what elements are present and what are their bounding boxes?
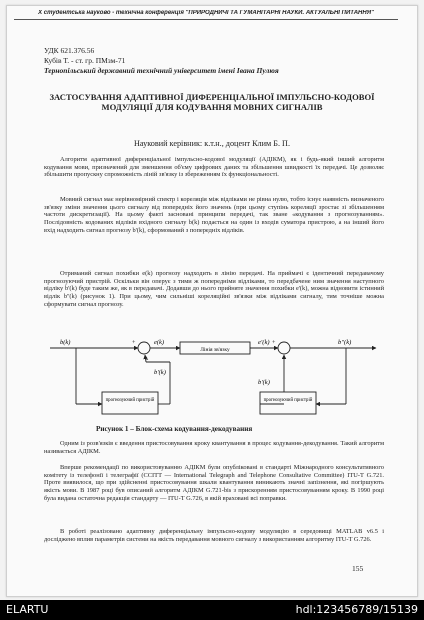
rx-prediction-label: b'(k): [258, 379, 270, 386]
input-signal-label: b(k): [60, 339, 71, 346]
handle-link[interactable]: hdl:123456789/15139: [295, 603, 418, 616]
paragraph-conclusion: В роботі реалізовано адаптивну диференціальну імпульсно-кодову модуляцію в середовищі MATLAB v6.5 і досліджено вплив параметрів системи на якість передавання мовного сигналу з використанням алгоритму ITU-T G.726.: [44, 528, 384, 543]
paragraph-adaptation: Одним із розв'язків є введення пристосовування кроку квантування в процес кодування-декодування. Такий алгоритм називається АДІКМ.: [44, 440, 384, 455]
header-divider: [14, 19, 398, 20]
repository-name: ELARTU: [6, 603, 49, 616]
channel-label: Лінія зв'язку: [200, 347, 230, 353]
received-error-label: e'(k): [258, 339, 270, 346]
tx-predictor-label: прогнозуючий пристрій: [105, 398, 155, 403]
viewer-footer-bar: [0, 600, 424, 620]
udk-code: УДК 621.376.56: [44, 46, 95, 55]
conference-header: Х студентська науково - технічна конференція "ПРИРОДНИЧІ ТА ГУМАНІТАРНІ НАУКИ. АКТУАЛЬНІ ПИТАННЯ": [38, 10, 374, 16]
university-line: Тернопільський державний технічний університет імені Івана Пулюя: [44, 66, 279, 75]
paragraph-error-signal: Отриманий сигнал похибки e(k) прогнозу надходить в лінію передачі. На приймачі є ідентичний передавачому прогнозуючий пристрій. Оскільки він оперує з тими ж попередніми відліками, то передбачене ним значення наступного відліку b'(k) буде таким же, як в передавачі. Додавши до нього прийняте значення похибки e'(k), можна відновити істинний відлік b''(k) (рисунок 1). При цьому, чим сильніші кореляційні зв'язки між відліками сигналу, тим точніше можна сформувати сигнал прогнозу.: [44, 270, 384, 308]
advisor-line: Науковий керівник: к.т.н., доцент Клим Б. П.: [133, 139, 290, 148]
article-title: ЗАСТОСУВАННЯ АДАПТИВНОЇ ДИФЕРЕНЦІАЛЬНОЇ ІМПУЛЬСНО-КОДОВОЇ МОДУЛЯЦІЇ ДЛЯ КОДУВАННЯ МОВНИХ СИГНАЛІВ: [49, 92, 375, 113]
paragraph-spectrum: Мовний сигнал має нерівномірний спектр і кореляція між відліками не рівна нулю, тобто існує наявність визначеного зв'язку зміни значення цього сигналу від попередніх його значень (при цьому ступінь кореляції зростає зі збільшенням частоти дискретизації). На цьому факті засновані принципи передачі, так зване «кодування з прогнозуванням». Послідовність кодованих відліків вхідного сигналу b(k) подається на один із входів суматора пристрою, а на інший його вхід надходить сигнал прогнозу b'(k), сформований з попередніх відліків.: [44, 196, 384, 234]
tx-prediction-label: b'(k): [154, 369, 166, 376]
paragraph-history: Вперше рекомендації по використовуванню АДІКМ були опубліковані в стандарті Міжнародного консультативного комітету із телефонії і телеграфії (CCITT — International Telegraph and Telephone Consultative Committee) ITU-T G.721. Проте виявилося, що при здійсненні пристосовування шкали квантування виникають значні запізнення, які погіршують якість мови. В 1987 році був описаний алгоритм АДІКМ G.721-bis з прискоренням пристосовуванням кроку. В 1990 році була видана остаточна редакція стандарту — ITU-T G.726, в якій враховані всі поправки.: [44, 464, 384, 502]
block-diagram: [46, 334, 382, 430]
rx-predictor-label: прогнозуючий пристрій: [263, 398, 313, 403]
error-signal-label: e(k): [154, 339, 165, 346]
tx-summer-minus: -: [146, 355, 149, 363]
page-number: 155: [352, 564, 364, 573]
rx-summer: [278, 342, 290, 354]
tx-summer: [138, 342, 150, 354]
author-line: Кубів Т. - ст. гр. ПМзм-71: [44, 56, 126, 65]
tx-summer-plus: +: [132, 340, 136, 346]
figure-caption: Рисунок 1 – Блок-схема кодування-декодування: [96, 425, 253, 433]
tx-predictor-box: [102, 392, 158, 414]
paragraph-intro: Алгоритм адаптивної диференціальної імпульсно-кодової модуляції (АДІКМ), як і будь-який інший алгоритм кодування мови, призначений для зменшення об'єму цифрових даних та збільшення швидкості їх передачі. Це дозволяє збільшити пропускну спроможність ліній зв'язку із збереженням їх функціональності.: [44, 156, 384, 179]
output-signal-label: b''(k): [338, 339, 352, 346]
rx-predictor-box: [260, 392, 316, 414]
rx-summer-plus: +: [272, 340, 276, 346]
